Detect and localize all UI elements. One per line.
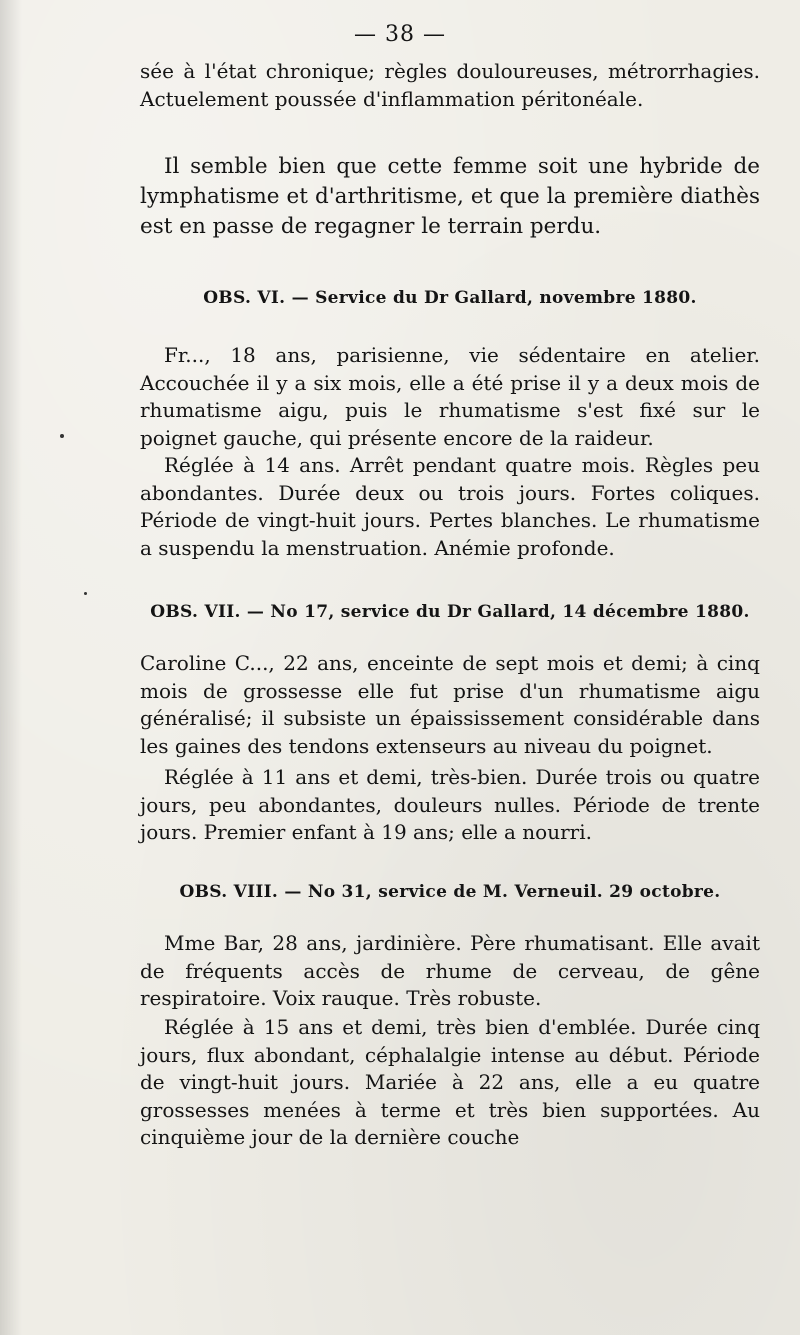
paragraph-obs6-history xyxy=(140,342,760,452)
observation-heading-7: OBS. VII. — No 17, service du Dr Gallard, 14 décembre 1880. xyxy=(150,602,750,622)
paragraph-obs7-menses xyxy=(140,764,760,847)
paragraph-text: Réglée à 15 ans et demi, très bien d'emblée. Durée cinq jours, flux abondant, céphalalgie intense au début. Période de vingt-huit jours. Mariée à 22 ans, elle a eu quatre grossesses menées à terme et très bien supportées. Au cinquième jour de la dernière couche xyxy=(140,1015,760,1149)
paragraph-text: Il semble bien que cette femme soit une hybride de lymphatisme et d'arthritisme, et que la première diathès est en passe de regagner le terrain perdu. xyxy=(140,154,760,239)
paragraph-text: Caroline C..., 22 ans, enceinte de sept mois et demi; à cinq mois de grossesse elle fut prise d'un rhumatisme aigu généralisé; il subsiste un épaississement considérable dans les gaines des tendons extenseurs au niveau du poignet. xyxy=(140,651,760,758)
paragraph-text: Réglée à 14 ans. Arrêt pendant quatre mois. Règles peu abondantes. Durée deux ou trois jours. Fortes coliques. Période de vingt-huit jours. Pertes blanches. Le rhumatisme a suspendu la menstruation. Anémie profonde. xyxy=(140,453,760,560)
ink-speck xyxy=(60,434,64,438)
paragraph-obs8-history xyxy=(140,930,760,1013)
paragraph-text: Mme Bar, 28 ans, jardinière. Père rhumatisant. Elle avait de fréquents accès de rhume de cerveau, de gêne respiratoire. Voix rauque. Très robuste. xyxy=(140,931,760,1010)
ink-speck xyxy=(84,592,87,595)
paragraph-text: Fr..., 18 ans, parisienne, vie sédentaire en atelier. Accouchée il y a six mois, elle a été prise il y a deux mois de rhumatisme aigu, puis le rhumatisme s'est fixé sur le poignet gauche, qui présente encore de la raideur. xyxy=(140,343,760,450)
paragraph-continuation xyxy=(140,58,760,113)
paragraph-obs7-history xyxy=(140,650,760,760)
page-gutter-shadow xyxy=(0,0,22,1335)
observation-heading-8: OBS. VIII. — No 31, service de M. Verneuil. 29 octobre. xyxy=(179,882,721,902)
paragraph-obs8-menses xyxy=(140,1014,760,1152)
paragraph-text: sée à l'état chronique; règles douloureuses, métrorrhagies. Actuelement poussée d'inflammation péritonéale. xyxy=(140,59,760,111)
paragraph-obs6-menses xyxy=(140,452,760,562)
paragraph-hybrid-diathesis xyxy=(140,152,760,242)
page-number: — 38 — xyxy=(354,22,446,47)
observation-heading-6: OBS. VI. — Service du Dr Gallard, novembre 1880. xyxy=(203,288,697,308)
paragraph-text: Réglée à 11 ans et demi, très-bien. Durée trois ou quatre jours, peu abondantes, douleurs nulles. Période de trente jours. Premier enfant à 19 ans; elle a nourri. xyxy=(140,765,760,844)
